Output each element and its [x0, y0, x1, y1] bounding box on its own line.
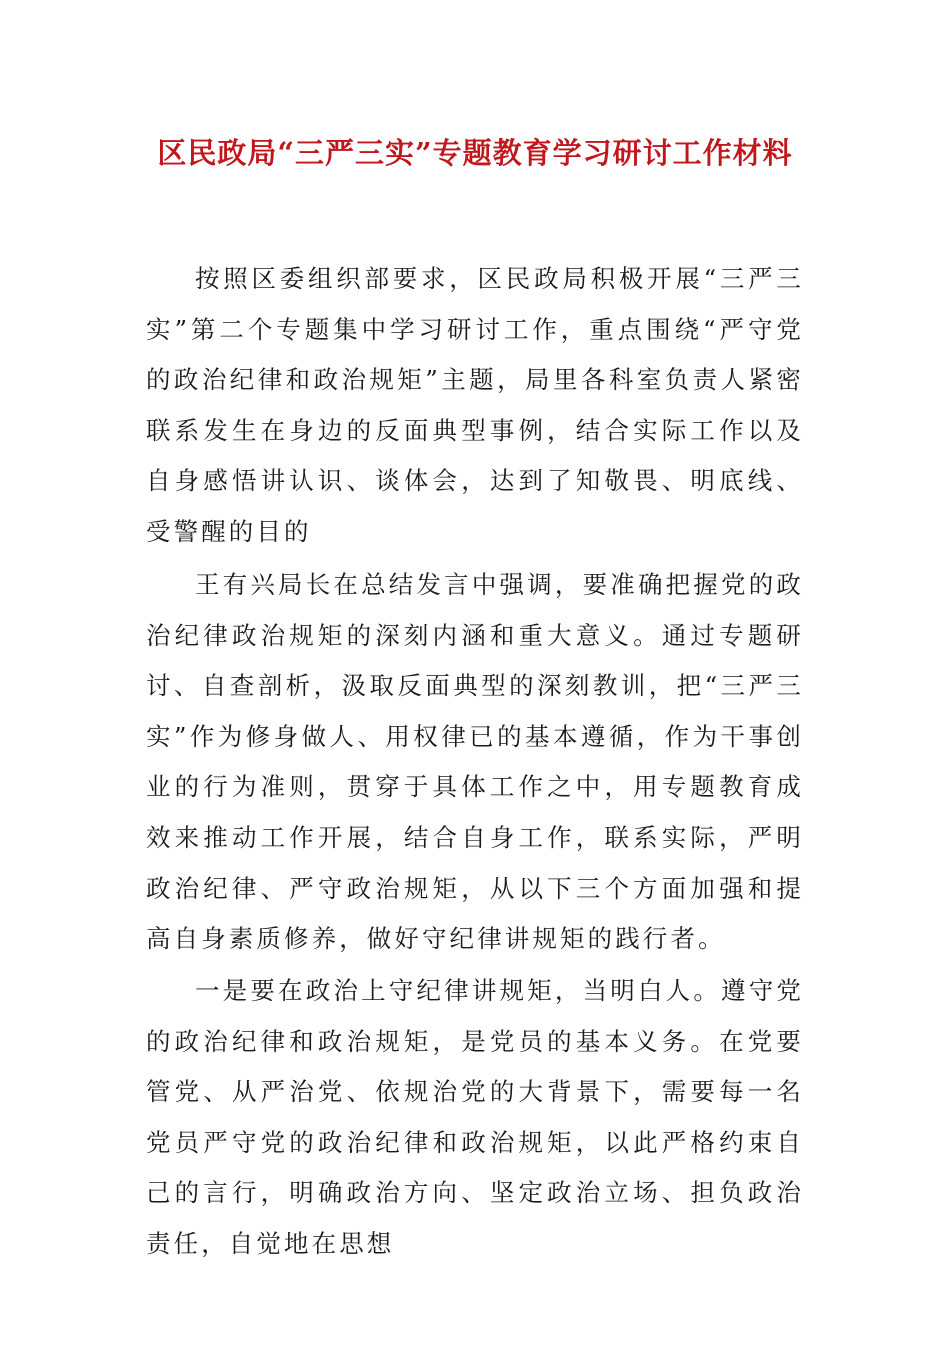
document-title: 区民政局“三严三实”专题教育学习研讨工作材料	[157, 136, 793, 170]
paragraph-3: 一是要在政治上守纪律讲规矩，当明白人。遵守党的政治纪律和政治规矩，是党员的基本义务。在党要管党、从严治党、依规治党的大背景下，需要每一名党员严守党的政治纪律和政治规矩，以此严格约束自己的言行，明确政治方向、坚定政治立场、担负政治责任，自觉地在思想	[146, 976, 804, 1258]
paragraph-2: 王有兴局长在总结发言中强调，要准确把握党的政治纪律政治规矩的深刻内涵和重大意义。通过专题研讨、自查剖析，汲取反面典型的深刻教训，把“三严三实”作为修身做人、用权律已的基本遵循，作为干事创业的行为准则，贯穿于具体工作之中，用专题教育成效来推动工作开展，结合自身工作，联系实际，严明政治纪律、严守政治规矩，从以下三个方面加强和提高自身素质修养，做好守纪律讲规矩的践行者。	[146, 570, 804, 954]
paragraph-1: 按照区委组织部要求，区民政局积极开展“三严三实”第二个专题集中学习研讨工作，重点围绕“严守党的政治纪律和政治规矩”主题，局里各科室负责人紧密联系发生在身边的反面典型事例，结合实际工作以及自身感悟讲认识、谈体会，达到了知敬畏、明底线、受警醒的目的	[146, 264, 804, 546]
